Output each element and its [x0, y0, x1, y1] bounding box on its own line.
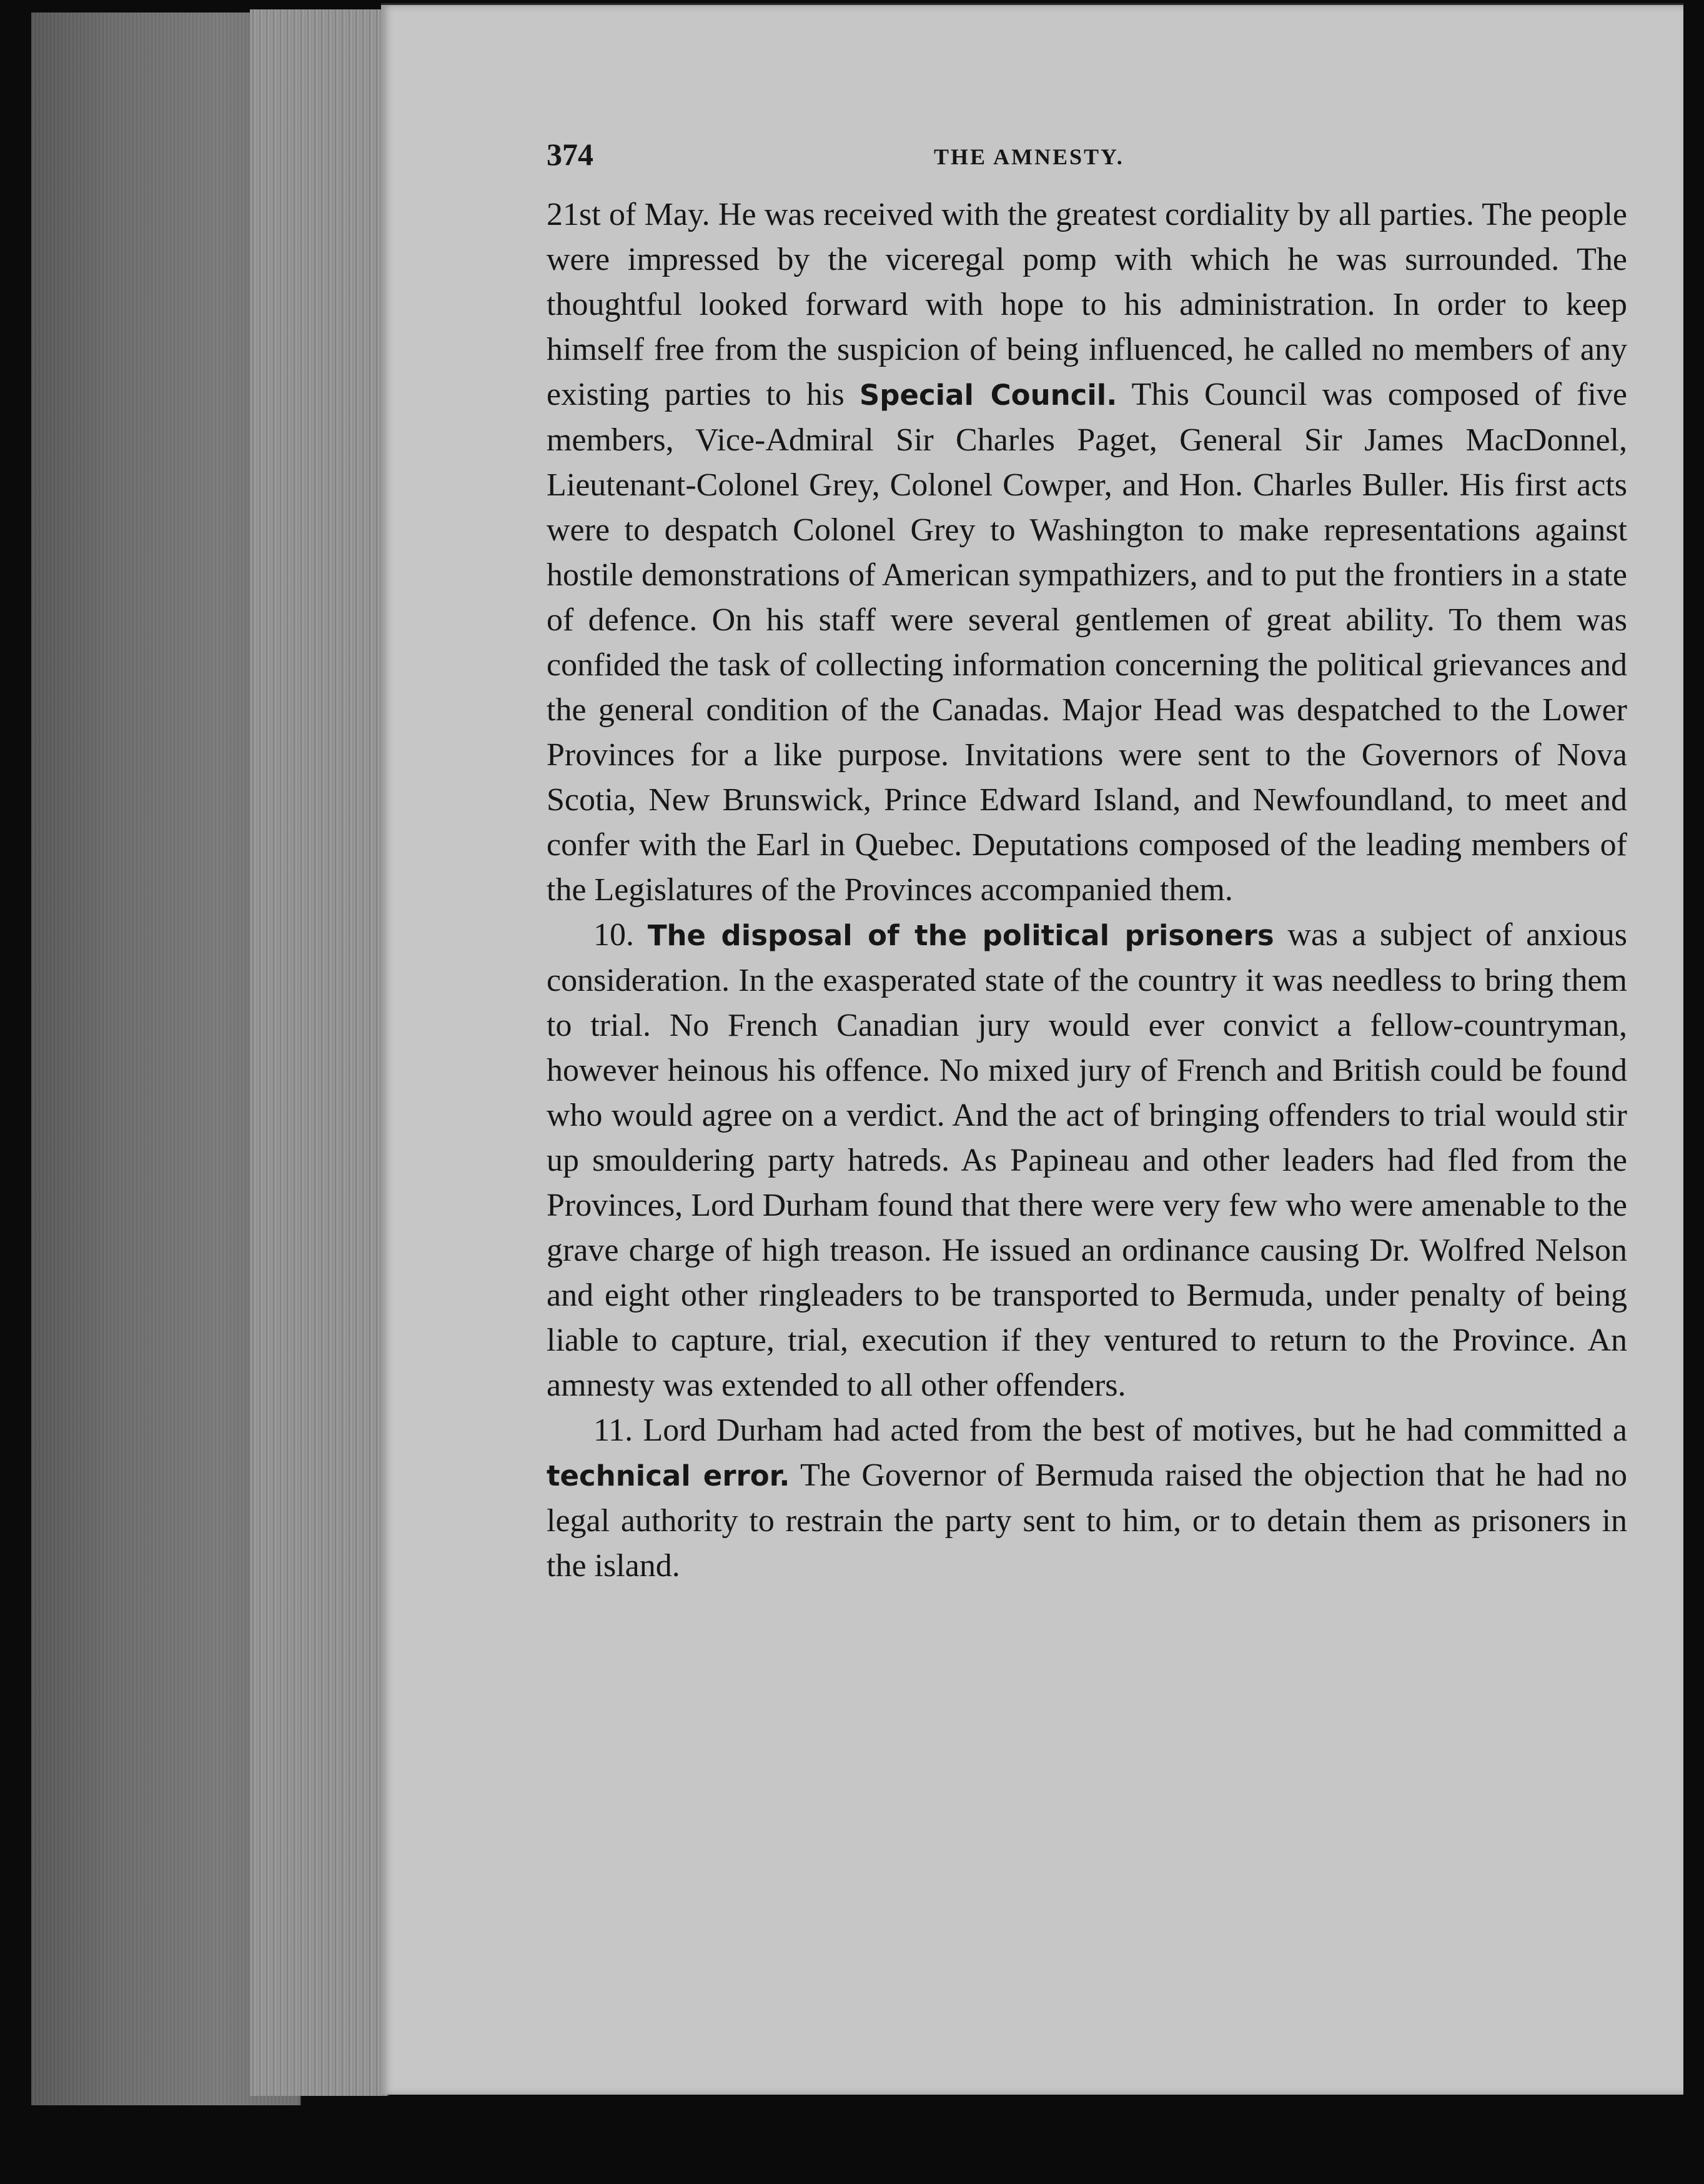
text-segment: 10. — [593, 917, 648, 953]
running-title: THE AMNESTY. — [934, 144, 1124, 169]
paragraph-continued — [547, 192, 1627, 913]
paragraph-11 — [547, 1408, 1627, 1589]
text-segment: 11. Lord Durham had acted from the best of motives, but he had committed a — [593, 1412, 1627, 1448]
page-content — [547, 136, 1627, 1589]
running-head — [547, 136, 1627, 192]
text-segment: This Council was composed of five members, Vice-Admiral Sir Charles Paget, General Sir James MacDonnel, Lieutenant-Colonel Grey, Colonel Cowper, and Hon. Charles Buller. His first acts were to despatch Colonel Grey to Washington to make representations against hostile demonstrations of American sympathizers, and to put the frontiers in a state of defence. On his staff were several gentlemen of great ability. To them was confided the task of collecting information concerning the political grievances and the general condition of the Canadas. Major Head was despatched to the Lower Provinces for a like purpose. Invitations were sent to the Governors of Nova Scotia, New Brunswick, Prince Edward Island, and Newfoundland, to meet and confer with the Earl in Quebec. Deputations composed of the leading members of the Legislatures of the Provinces accompanied them. — [547, 377, 1627, 908]
body-text — [547, 192, 1627, 1589]
paragraph-10 — [547, 913, 1627, 1408]
bold-phrase-technical-error: technical error. — [547, 1459, 790, 1492]
bold-phrase-special-council: Special Council. — [859, 379, 1117, 412]
text-segment: was a subject of anxious consideration. In the exasperated state of the country it was needless to bring them to trial. No French Canadian jury would ever convict a fellow-countryman, however heinous his offence. No mixed jury of French and British could be found who would agree on a verdict. And the act of bringing offenders to trial would stir up smouldering party hatreds. As Papineau and other leaders had fled from the Provinces, Lord Durham found that there were very few who were amenable to the grave charge of high treason. He issued an ordinance causing Dr. Wolfred Nelson and eight other ringleaders to be transported to Bermuda, under penalty of being liable to capture, trial, execution if they ventured to return to the Province. An amnesty was extended to all other offenders. — [547, 917, 1627, 1403]
page-edges — [250, 9, 389, 2096]
text-segment: 21st of May. He was received with the greatest cordiality by all parties. The people were impressed by the viceregal pomp with which he was surrounded. The thoughtful looked forward with hope to his administration. In order to keep himself free from the suspicion of being influenced, he called no members of any existing parties to his — [547, 197, 1627, 412]
bold-phrase-political-prisoners: The disposal of the political prisoners — [647, 919, 1274, 952]
book-page — [381, 3, 1683, 2095]
page-number: 374 — [547, 137, 593, 172]
text-segment: The Governor of Bermuda raised the objection that he had no legal authority to restrain the party sent to him, or to detain them as prisoners in the island. — [547, 1457, 1628, 1584]
